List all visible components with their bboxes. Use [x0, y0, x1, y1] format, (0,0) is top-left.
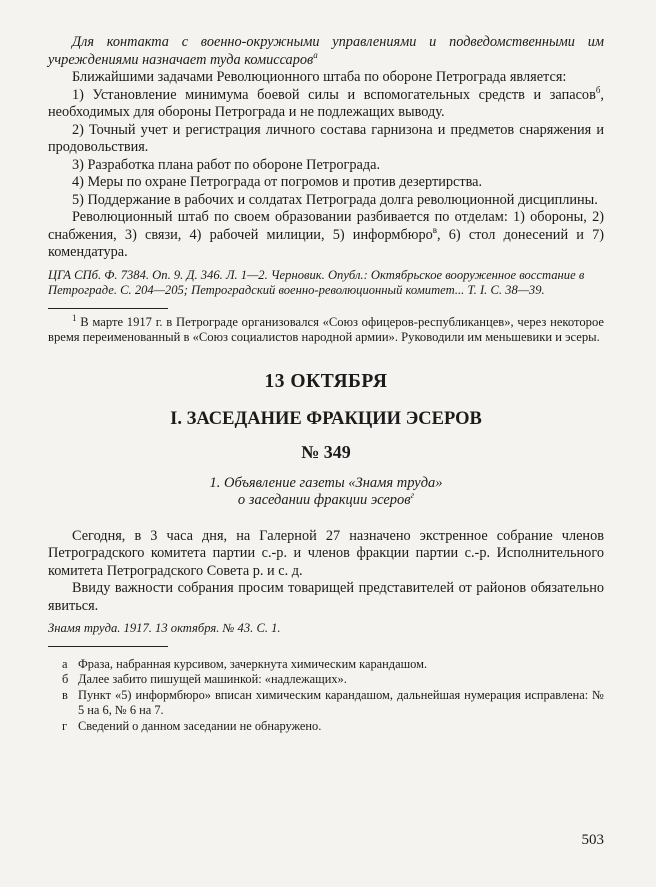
task-1-text-b: , необходимых для обороны Петрограда и не подлежащих выводу. [48, 86, 604, 120]
notes-divider [48, 646, 168, 647]
footnote-1 [48, 312, 604, 345]
note-mark: б [62, 672, 69, 686]
body-paragraph-2: Ввиду важности собрания просим товарищей представителей от районов обязательно явиться. [48, 580, 604, 614]
note-mark: в [62, 687, 68, 702]
footnote-1-text: В марте 1917 г. в Петрограде организовался «Союз офицеров-республиканцев», через некоторое время переименованный в «Союз социалистов народной армии». Руководили им меньшевики и эсеры. [48, 314, 604, 344]
note-ref-b: б [595, 84, 601, 95]
document-number: № 349 [301, 441, 351, 462]
note-text: Далее забито пишущей машинкой: «надлежащих». [78, 672, 347, 686]
task-2: 2) Точный учет и регистрация личного состава гарнизона и предметов снаряжения и продовольствия. [48, 121, 604, 155]
date-heading: 13 ОКТЯБРЯ [264, 370, 388, 392]
section-heading: I. ЗАСЕДАНИЕ ФРАКЦИИ ЭСЕРОВ [170, 408, 482, 429]
note-text: Пункт «5) информбюро» вписан химическим карандашом, дальнейшая нумерация исправлена: № 5 на 6, № 6 на 7. [78, 687, 604, 717]
task-1-text-a: 1) Установление минимума боевой силы и вспомогательных средств и запасов [72, 86, 596, 103]
departments-text-b: , 6) стол донесений и 7) комендатура. [48, 226, 605, 260]
note-ref-g: г [410, 490, 415, 501]
document-title-line-2: о заседании фракции эсеров [237, 492, 411, 508]
footnote-1-marker: 1 [72, 312, 77, 323]
note-ref-v: в [432, 224, 437, 235]
departments-text-a: Революционный штаб по своем образовании разбивается по отделам: 1) обороны, 2) снабжения, 3) связи, 4) рабочей милиции, 5) информбюро [48, 209, 604, 243]
note-item [48, 688, 604, 719]
task-1 [48, 84, 604, 122]
newspaper-source: Знамя труда. 1917. 13 октября. № 43. С. 1. [48, 621, 281, 635]
note-item [48, 719, 604, 735]
note-item [48, 657, 604, 673]
archive-source: ЦГА СПб. Ф. 7384. Оп. 9. Д. 346. Л. 1—2. Черновик. Опубл.: Октябрьское вооруженное восстание в Петрограде. С. 204—205; Петроградский военно-революционный комитет... Т. I. С. 38—39. [48, 267, 585, 297]
task-5: 5) Поддержание в рабочих и солдатах Петрограда долга революционной дисциплины. [72, 191, 598, 208]
departments-paragraph [48, 209, 604, 262]
note-mark: г [62, 718, 68, 733]
note-text: Сведений о данном заседании не обнаружено. [78, 718, 322, 733]
contact-paragraph [48, 34, 604, 69]
tasks-intro: Ближайшими задачами Революционного штаба по обороне Петрограда является: [72, 69, 567, 85]
document-page [48, 34, 604, 734]
spacer [48, 510, 604, 528]
note-text: Фраза, набранная курсивом, зачеркнута химическим карандашом. [78, 656, 428, 671]
document-title-line-2-wrap [48, 492, 604, 510]
document-title [48, 475, 604, 510]
body-paragraph-1: Сегодня, в 3 часа дня, на Галерной 27 назначено экстренное собрание членов Петроградского комитета партии с.-р. и членов фракции партии с.-р. Исполнительного комитета Петроградского Совета р. и с. д. [48, 527, 604, 579]
textual-notes [48, 657, 604, 735]
contact-text: Для контакта с военно-окружными управлениями и подведомственными им учреждениями назначает туда комиссаров [48, 34, 604, 68]
task-3: 3) Разработка плана работ по обороне Петрограда. [72, 156, 381, 173]
document-title-line-1: 1. Объявление газеты «Знамя труда» [209, 474, 443, 491]
note-ref-a: а [313, 49, 318, 60]
task-4: 4) Меры по охране Петрограда от погромов и против дезертирства. [72, 174, 483, 190]
note-item [48, 672, 604, 688]
footnote-divider [48, 308, 168, 309]
page-number: 503 [581, 832, 604, 848]
note-mark: а [62, 656, 68, 671]
